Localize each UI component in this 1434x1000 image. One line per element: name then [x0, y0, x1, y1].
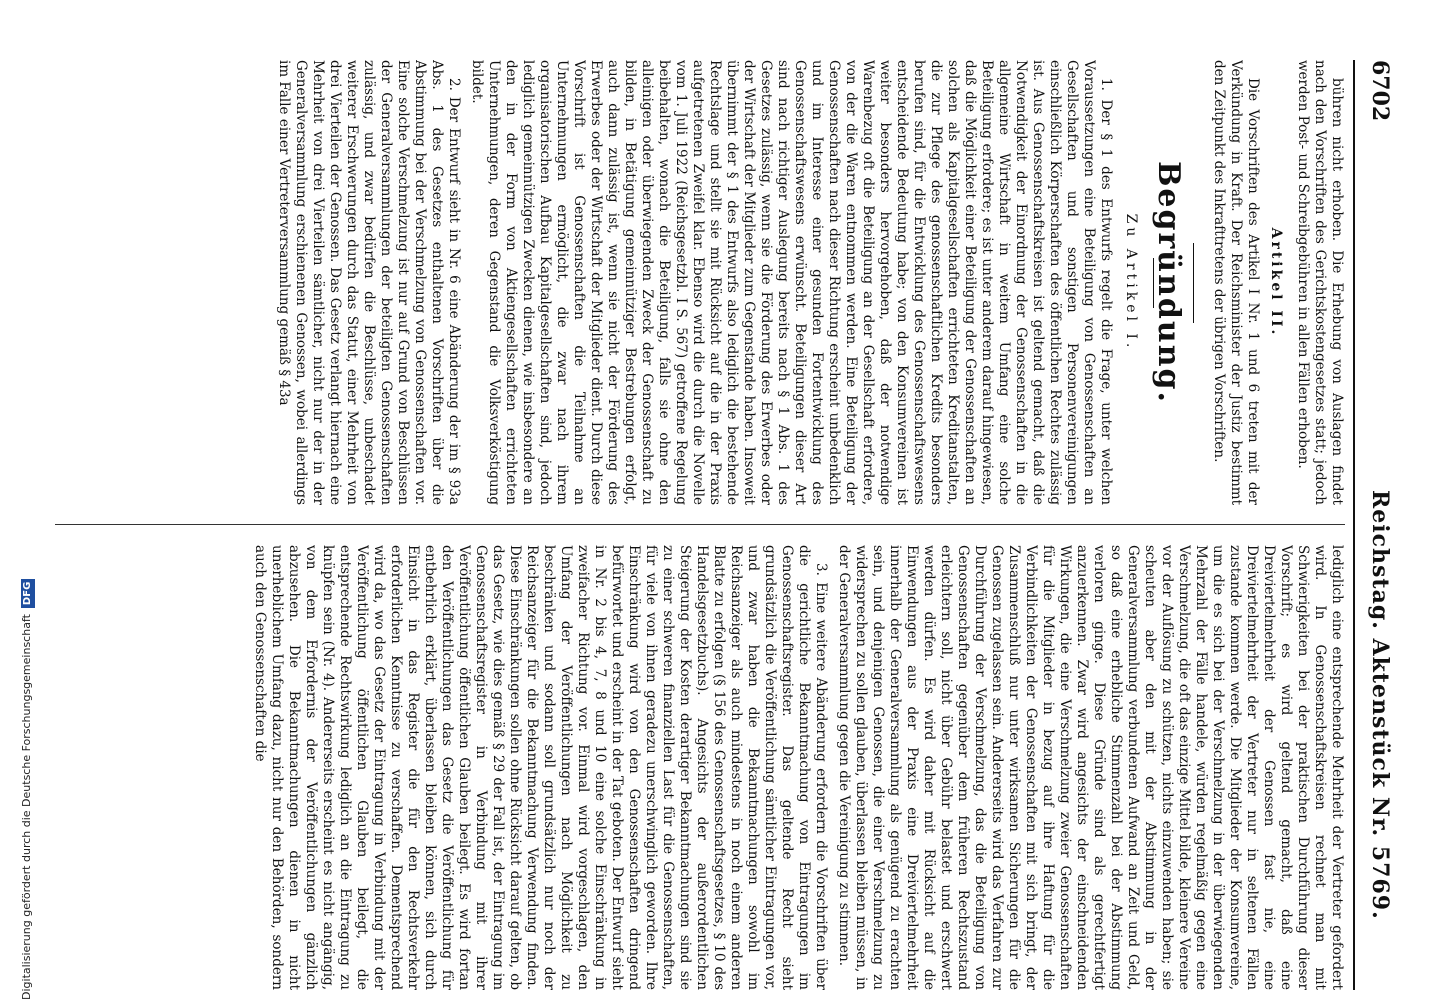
article-paragraph: Die Vorschriften des Artikel I Nr. 1 und 6 treten mit der Verkündung in Kraft. Der Reichsminister der Justiz bestimmt den Zeitpunkt des Inkrafttretens der übrigen Vorschriften.	[1211, 60, 1261, 505]
body-paragraph: 3. Eine weitere Abänderung erfordern die Vorschriften über die gerichtliche Bekanntmachung von Eintragungen im Genossenschaftsregister. Das geltende Recht sieht grundsätzlich die Veröffentlichung sämtlicher Eintragungen vor, und zwar haben die Bekanntmachungen sowohl im Reichsanzeiger als auch mindestens in noch einem anderen Blatte zu erfolgen (§ 156 des Genossenschaftsgesetzes, § 10 des Handelsgesetzbuchs). Angesichts der außerordentlichen Steigerung der Kosten derartiger Bekanntmachungen sind sie zu einer schweren finanziellen Last für die Genossenschaften, für viele von ihnen geradezu unerschwinglich geworden. Ihre Einschränkung wird von den Genossenschaften dringend befürwortet und erscheint in der Tat geboten. Der Entwurf sieht in Nr. 2 bis 4, 7, 8 und 10 eine solche Einschränkung in zweifacher Richtung vor. Einmal wird vorgeschlagen, den Umfang der Veröffentlichungen nach Möglichkeit zu beschränken und sodann soll grundsätzlich nur noch der Reichsanzeiger für die Bekanntmachung Verwendung finden. Diese Einschränkungen sollen ohne Rücksicht darauf gelten, ob das Gesetz, wie dies gemäß § 29 der Fall ist, der Eintragung im Genossenschaftsregister in Verbindung mit ihrer Veröffentlichung öffentlichen Glauben beilegt. Es wird fortan den Veröffentlichungen das Gesetz die Veröffentlichung für entbehrlich erklärt, überlassen bleiben können, sich durch Einsicht in das Register die für den Rechtsverkehr erforderlichen Kenntnisse zu verschaffen. Dementsprechend wird da, wo das Gesetz der Eintragung in Verbindung mit der Veröffentlichung öffentlichen Glauben beilegt, die entsprechende Rechtswirkung lediglich an die Eintragung zu knüpfen sein (Nr. 4). Andererseits erscheint es nicht angängig, von dem Erfordernis der Veröffentlichungen gänzlich abzusehen. Die Bekanntmachungen dienen in nicht unerheblichem Umfang dazu, nicht nur den Behörden, sondern auch den Genossenschaften die	[252, 545, 829, 990]
column-divider	[55, 524, 1345, 525]
funding-note	[0, 0, 40, 1000]
begruendung-heading: Begründung.	[1151, 161, 1186, 404]
page-title: Reichstag. Aktenstück Nr. 5769.	[1367, 490, 1393, 920]
document-page	[35, 60, 1395, 990]
left-column	[55, 60, 1345, 505]
page-header	[1353, 60, 1395, 990]
article-heading: Artikel II.	[1268, 227, 1284, 338]
intro-paragraph: bühren nicht erhoben. Die Erhebung von Auslagen findet nach den Vorschriften des Gerichtskostengesetzes statt; jedoch werden Post- und Schreibgebühren in allen Fällen erhoben.	[1295, 60, 1345, 505]
dfg-logo: DFG	[21, 579, 35, 608]
body-paragraph: 2. Der Entwurf sieht in Nr. 6 eine Abänderung der im § 93a Abs. 1 des Gesetzes enthaltenen Vorschriften über die Abstimmung bei der Verschmelzung von Genossenschaften vor. Eine solche Verschmelzung ist nur auf Grund von Beschlüssen der Generalversammlungen der beteiligten Genossenschaften zulässig, und zwar bedürfen die Beschlüsse, unbeschadet weiterer Erschwerungen durch das Statut, einer Mehrheit von drei Vierteilen der Genossen. Das Gesetz verlangt hiernach eine Mehrheit von drei Vierteilen sämtlicher, nicht nur der in der Generalversammlung erschienenen Genossen, wobei allerdings im Falle einer Vertreterversammlung gemäß § 43a	[276, 60, 462, 505]
zu-artikel-heading: Zu Artikel I.	[1123, 213, 1139, 352]
body-paragraph: 1. Der § 1 des Entwurfs regelt die Frage, unter welchen Voraussetzungen eine Beteiligung von Genossenschaften an Gesellschaften und sonstigen Personenvereinigungen einschließlich Körperschaften des öffentlichen Rechtes zulässig ist. Aus Genossenschaftskreisen ist geltend gemacht, daß die Notwendigkeit der Einordnung der Genossenschaften in die allgemeine Wirtschaft in weitem Umfang eine solche Beteiligung erfordere; es ist unter anderem darauf hingewiesen, daß die Möglichkeit einer Beteiligung der Genossenschaften an solchen als Kapitalgesellschaften errichteten Kreditanstalten, die zur Pflege des genossenschaftlichen Kredits besonders berufen sind, für die Entwicklung des Genossenschaftswesens entscheidende Bedeutung habe; von den Konsumvereinen ist weiter besonders hervorgehoben, daß der notwendige Warenbezug oft die Beteiligung an der Gesellschaft erfordere, von der die Waren entnommen werden. Eine Beteiligung der Genossenschaften nach dieser Richtung erscheint unbedenklich und im Interesse einer gesunden Fortentwicklung des Genossenschaftswesens erwünscht. Beteiligungen dieser Art sind nach richtiger Auslegung bereits nach § 1 Abs. 1 des Gesetzes zulässig, wenn sie die Förderung des Erwerbes oder der Wirtschaft der Mitglieder zum Gegenstande haben. Insoweit übernimmt der § 1 des Entwurfs also lediglich die bestehende Rechtslage und stellt sie mit Rücksicht auf die in der Praxis aufgetretenen Zweifel klar. Ebenso wird die durch die Novelle vom 1. Juli 1922 (Reichsgesetzbl. I S. 567) getroffene Regelung beibehalten, wonach die Beteiligung, falls sie ohne den alleinigen oder überwiegenden Zweck der Genossenschaft zu bilden, in Betätigung gemeinnütziger Bestrebungen erfolgt, auch dann zulässig ist, wenn sie nicht der Förderung des Erwerbes oder der Wirtschaft der Mitglieder dient. Durch diese Vorschrift ist Genossenschaften die Teilnahme an Unternehmungen ermöglicht, die zwar nach ihrem organisatorischen Aufbau Kapitalgesellschaften sind, jedoch lediglich gemeinnützigen Zwecken dienen, wie insbesondere an den in der Form von Aktiengesellschaften errichteten Unternehmungen, deren Gegenstand die Volksverköstigung bildet.	[469, 60, 1114, 505]
section-divider	[1193, 243, 1194, 323]
page-number: 6702	[1367, 60, 1393, 122]
body-paragraph: lediglich eine entsprechende Mehrheit der Vertreter gefordert wird. In Genossenschaftskreisen rechnet man mit Schwierigkeiten bei der praktischen Durchführung dieser Vorschrift; es wird geltend gemacht, daß eine Dreiviertelmehrheit der Genossen fast nie, eine Dreiviertelmehrheit der Vertreter nur in seltenen Fällen zustande kommen werde. Die Mitglieder der Konsumvereine, um die es sich bei der Verschmelzung in der überwiegenden Mehrzahl der Fälle handele, würden regelmäßig gegen eine Verschmelzung, die oft das einzige Mittel bilde, kleinere Vereine vor der Auflösung zu schützen, nichts einzuwenden haben; sie scheuten aber den mit der Abstimmung in der Generalversammlung verbundenen Aufwand an Zeit und Geld, so daß eine erhebliche Stimmenzahl bei der Abstimmung verloren ginge. Diese Gründe sind als gerechtfertigt anzuerkennen. Zwar wird angesichts der einschneidenden Wirkungen, die eine Verschmelzung zweier Genossenschaften für die Mitglieder in bezug auf ihre Haftung für die Verbindlichkeiten der Genossenschaften mit sich bringt, der Zusammenschluß nur unter wirksamen Sicherungen für die Genossen zugelassen sein. Andererseits wird das Verfahren zur Durchführung der Verschmelzung, das die Beteiligung von Genossenschaften gegenüber dem früheren Rechtszustand erleichtern soll, nicht über Gebühr belastet und erschwert werden dürfen. Es wird daher mit Rücksicht auf die Einwendungen aus der Praxis eine Dreiviertelmehrheit innerhalb der Generalversammlung als genügend zu erachten sein, und denjenigen Genossen, die einer Verschmelzung zu widersprechen zu sollen glauben, überlassen bleiben müssen, in der Generalversammlung gegen die Vereinigung zu stimmen.	[836, 545, 1345, 990]
funding-text: Digitalisierung gefördert durch die Deutsche Forschungsgemeinschaft	[20, 614, 33, 1000]
right-column	[55, 545, 1345, 990]
